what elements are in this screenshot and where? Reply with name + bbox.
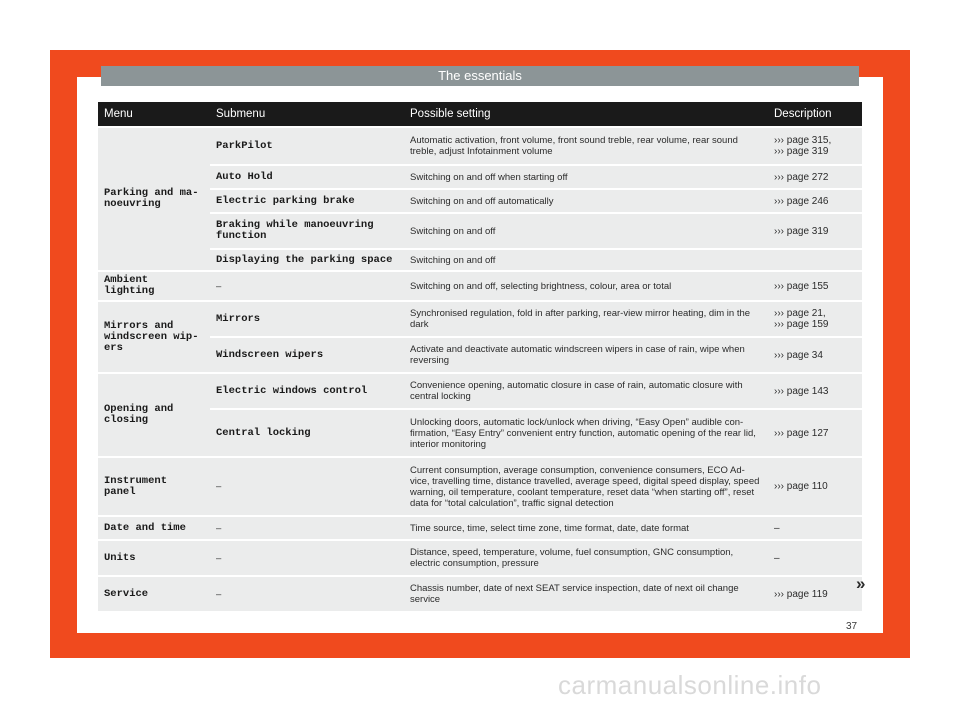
setting-cell: Convenience opening, automatic closure in case of rain, automatic closure with central locking — [404, 374, 768, 408]
continue-arrow-icon: » — [856, 574, 866, 593]
section-header: The essentials — [101, 66, 859, 86]
page-number: 37 — [846, 621, 858, 632]
menu-cell: Service — [98, 577, 210, 611]
table-row — [98, 577, 862, 611]
submenu-cell: – — [210, 458, 404, 515]
setting-cell: Switching on and off automatically — [404, 190, 768, 212]
menu-cell: Instrument panel — [98, 458, 210, 515]
table-row — [98, 338, 862, 372]
submenu-cell: – — [210, 272, 404, 300]
submenu-cell: – — [210, 517, 404, 539]
description-cell: – — [768, 517, 862, 539]
table-row — [98, 517, 862, 539]
setting-cell: Unlocking doors, automatic lock/unlock when driving, “Easy Open” audible con-firmation, “Easy Entry” convenient entry function, automatic opening of the rear lid, interior monitoring — [404, 410, 768, 456]
column-header-setting: Possible setting — [404, 102, 768, 126]
page-reference-link[interactable]: ››› page 110 — [768, 458, 862, 515]
table-row — [98, 302, 862, 336]
table-row — [98, 166, 862, 188]
submenu-cell: ParkPilot — [210, 128, 404, 164]
menu-cell: Date and time — [98, 517, 210, 539]
setting-cell: Switching on and off, selecting brightness, colour, area or total — [404, 272, 768, 300]
table-row — [98, 250, 862, 270]
submenu-cell: Braking while manoeuvring function — [210, 214, 404, 248]
table-row — [98, 374, 862, 408]
table-row — [98, 541, 862, 575]
setting-cell: Activate and deactivate automatic windscreen wipers in case of rain, wipe when reversing — [404, 338, 768, 372]
setting-cell: Synchronised regulation, fold in after parking, rear-view mirror heating, dim in the dark — [404, 302, 768, 336]
setting-cell: Current consumption, average consumption, convenience consumers, ECO Ad-vice, travelling time, distance travelled, average speed, digital speed display, speed warning, oil temperature, coolant temperature, reset data “when starting off”, reset data for “total calculation”, traffic signal detection — [404, 458, 768, 515]
setting-cell: Time source, time, select time zone, time format, date, date format — [404, 517, 768, 539]
setting-cell: Distance, speed, temperature, volume, fuel consumption, GNC consumption, electric consumption, pressure — [404, 541, 768, 575]
page-reference-link[interactable]: ››› page 34 — [768, 338, 862, 372]
submenu-cell: Windscreen wipers — [210, 338, 404, 372]
menu-cell: Parking and ma- noeuvring — [98, 128, 210, 270]
submenu-cell: – — [210, 541, 404, 575]
setting-cell: Chassis number, date of next SEAT service inspection, date of next oil change service — [404, 577, 768, 611]
column-header-submenu: Submenu — [210, 102, 404, 126]
submenu-cell: Central locking — [210, 410, 404, 456]
page-reference-link[interactable]: ››› page 315, ››› page 319 — [768, 128, 862, 164]
submenu-cell: Electric parking brake — [210, 190, 404, 212]
page-reference-link — [768, 250, 862, 270]
submenu-cell: Mirrors — [210, 302, 404, 336]
column-header-menu: Menu — [98, 102, 210, 126]
menu-cell: Opening and closing — [98, 374, 210, 456]
settings-table — [98, 100, 862, 613]
setting-cell: Automatic activation, front volume, front sound treble, rear volume, rear sound treble, adjust Infotainment volume — [404, 128, 768, 164]
page-reference-link[interactable]: ››› page 272 — [768, 166, 862, 188]
description-cell: – — [768, 541, 862, 575]
setting-cell: Switching on and off — [404, 250, 768, 270]
table-row — [98, 458, 862, 515]
setting-cell: Switching on and off when starting off — [404, 166, 768, 188]
table-header-row — [98, 102, 862, 126]
page-reference-link[interactable]: ››› page 119 — [768, 577, 862, 611]
column-header-description: Description — [768, 102, 862, 126]
menu-cell: Units — [98, 541, 210, 575]
page-reference-link[interactable]: ››› page 246 — [768, 190, 862, 212]
menu-cell: Ambient lighting — [98, 272, 210, 300]
page-reference-link[interactable]: ››› page 155 — [768, 272, 862, 300]
setting-cell: Switching on and off — [404, 214, 768, 248]
page-reference-link[interactable]: ››› page 127 — [768, 410, 862, 456]
submenu-cell: – — [210, 577, 404, 611]
table-row — [98, 272, 862, 300]
table-row — [98, 190, 862, 212]
page-reference-link[interactable]: ››› page 21, ››› page 159 — [768, 302, 862, 336]
submenu-cell: Electric windows control — [210, 374, 404, 408]
table-row — [98, 128, 862, 164]
watermark: carmanualsonline.info — [558, 670, 822, 700]
page-reference-link[interactable]: ››› page 143 — [768, 374, 862, 408]
menu-cell: Mirrors and windscreen wip- ers — [98, 302, 210, 372]
table-row — [98, 410, 862, 456]
page-reference-link[interactable]: ››› page 319 — [768, 214, 862, 248]
submenu-cell: Auto Hold — [210, 166, 404, 188]
table-row — [98, 214, 862, 248]
submenu-cell: Displaying the parking space — [210, 250, 404, 270]
